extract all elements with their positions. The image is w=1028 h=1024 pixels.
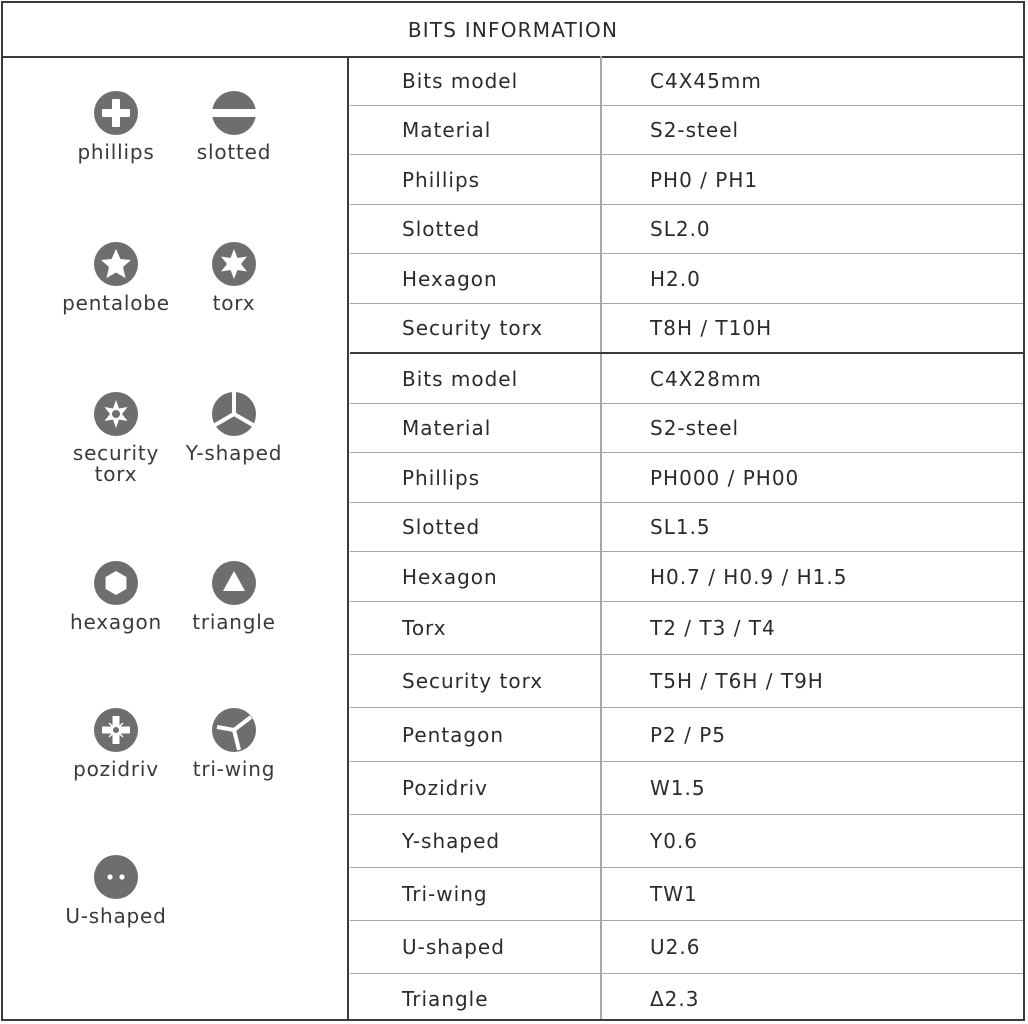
spec-value: S2-steel <box>650 118 740 142</box>
legend-item-tri-wing <box>164 707 304 780</box>
table-row <box>350 56 1023 106</box>
table-row <box>350 655 1023 708</box>
spec-label: Phillips <box>402 465 481 490</box>
triangle-icon <box>211 560 257 606</box>
spec-value: T2 / T3 / T4 <box>650 616 776 640</box>
spec-value: H0.7 / H0.9 / H1.5 <box>650 564 848 589</box>
spec-value: W1.5 <box>650 776 706 800</box>
legend-label: pozidriv <box>73 757 159 781</box>
slotted-icon <box>211 90 257 136</box>
spec-label: U-shaped <box>402 935 505 959</box>
spec-label: Y-shaped <box>402 829 501 853</box>
legend-label: slotted <box>196 140 272 164</box>
legend-label: triangle <box>192 610 276 634</box>
spec-value: PH0 / PH1 <box>650 167 759 192</box>
spec-label: Tri-wing <box>402 882 488 906</box>
hexagon-icon <box>93 560 139 606</box>
legend-item-slotted <box>164 90 304 163</box>
table-row <box>350 708 1023 762</box>
spec-value: Δ2.3 <box>650 986 700 1011</box>
spec-value: S2-steel <box>650 416 740 440</box>
spec-value: PH000 / PH00 <box>650 465 800 490</box>
spec-label: Pentagon <box>402 722 505 747</box>
spec-label: Material <box>402 416 492 440</box>
spec-label: Triangle <box>402 986 489 1011</box>
table-row <box>350 762 1023 815</box>
spec-label: Pozidriv <box>402 776 488 800</box>
spec-label: Security torx <box>402 316 544 340</box>
torx-icon <box>211 241 257 287</box>
spec-value: C4X28mm <box>650 366 762 391</box>
spec-label: Torx <box>402 616 447 640</box>
spec-value: Y0.6 <box>650 829 699 853</box>
spec-label: Slotted <box>402 217 481 241</box>
u-shaped-icon <box>93 854 139 900</box>
table-row <box>350 868 1023 921</box>
table-row <box>350 453 1023 503</box>
spec-label: Hexagon <box>402 266 498 291</box>
pentalobe-icon <box>93 241 139 287</box>
table-row <box>350 815 1023 868</box>
bit-type-legend <box>3 56 349 1019</box>
spec-label: Bits model <box>402 68 519 93</box>
table-row <box>350 354 1023 404</box>
tri-wing-icon <box>211 707 257 753</box>
legend-label: phillips <box>77 140 155 164</box>
spec-value: SL2.0 <box>650 217 711 241</box>
legend-label: pentalobe <box>62 291 170 315</box>
legend-item-triangle <box>164 560 304 633</box>
phillips-icon <box>93 90 139 136</box>
table-row <box>350 155 1023 205</box>
table-row <box>350 106 1023 155</box>
spec-value: P2 / P5 <box>650 722 727 747</box>
pozidriv-icon <box>93 707 139 753</box>
legend-label: torx <box>212 291 256 315</box>
spec-value: H2.0 <box>650 266 701 291</box>
spec-value: TW1 <box>650 882 698 906</box>
legend-label: security torx <box>72 441 160 486</box>
spec-label: Hexagon <box>402 564 498 589</box>
table-row <box>350 921 1023 974</box>
spec-value: SL1.5 <box>650 515 711 539</box>
table-row <box>350 503 1023 552</box>
legend-label: U-shaped <box>65 904 167 928</box>
legend-label: Y-shaped <box>185 441 283 465</box>
spec-label: Security torx <box>402 669 544 693</box>
table-row <box>350 552 1023 602</box>
legend-label: tri-wing <box>192 757 276 781</box>
bits-spec-table <box>350 56 1023 1019</box>
table-row <box>350 254 1023 304</box>
table-row <box>350 602 1023 655</box>
spec-value: U2.6 <box>650 935 701 959</box>
spec-label: Slotted <box>402 515 481 539</box>
table-row <box>350 974 1023 1023</box>
legend-item-y-shaped <box>164 391 304 464</box>
spec-label: Material <box>402 118 492 142</box>
legend-item-torx <box>164 241 304 314</box>
sheet-title: BITS INFORMATION <box>3 3 1023 58</box>
spec-value: T8H / T10H <box>650 316 773 340</box>
security-torx-icon <box>93 391 139 437</box>
spec-value: T5H / T6H / T9H <box>650 669 824 693</box>
spec-label: Phillips <box>402 167 481 192</box>
legend-label: hexagon <box>70 610 162 634</box>
legend-item-u-shaped <box>46 854 186 927</box>
bits-information-sheet <box>1 1 1025 1021</box>
table-row <box>350 304 1023 354</box>
table-row <box>350 205 1023 254</box>
table-row <box>350 404 1023 453</box>
spec-value: C4X45mm <box>650 68 762 93</box>
spec-label: Bits model <box>402 366 519 391</box>
y-shaped-icon <box>211 391 257 437</box>
